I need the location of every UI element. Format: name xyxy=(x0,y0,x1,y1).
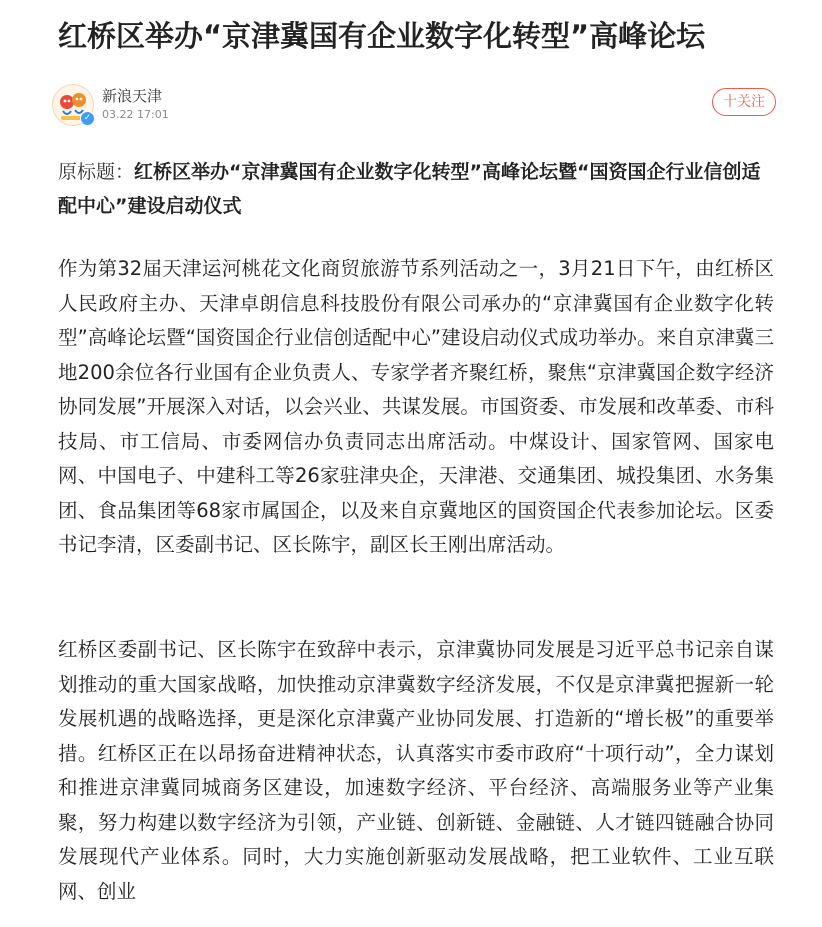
verified-check-icon: ✓ xyxy=(80,111,95,126)
follow-button[interactable]: 十关注 xyxy=(712,88,776,116)
post-time: 03.22 17:01 xyxy=(102,108,169,121)
author-row xyxy=(52,84,782,124)
original-title-text: 红桥区举办“京津冀国有企业数字化转型”高峰论坛暨“国资国企行业信创适配中心”建设启动仪式 xyxy=(58,161,761,217)
author-name[interactable]: 新浪天津 xyxy=(102,87,163,105)
article-paragraph: 作为第32届天津运河桃花文化商贸旅游节系列活动之一，3月21日下午，由红桥区人民政府主办、天津卓朗信息科技股份有限公司承办的“京津冀国有企业数字化转型”高峰论坛暨“国资国企行业信创适配中心”建设启动仪式成功举办。来自京津冀三地200余位各行业国有企业负责人、专家学者齐聚红桥，聚焦“京津冀国企数字经济协同发展”开展深入对话，以会兴业、共谋发展。市国资委、市发展和改革委、市科技局、市工信局、市委网信办负责同志出席活动。中煤设计、国家管网、国家电网、中国电子、中建科工等26家驻津央企，天津港、交通集团、城投集团、水务集团、食品集团等68家市属国企，以及来自京冀地区的国资国企代表参加论坛。区委书记李清，区委副书记、区长陈宇，副区长王刚出席活动。 xyxy=(58,257,774,556)
article-paragraph: 红桥区委副书记、区长陈宇在致辞中表示，京津冀协同发展是习近平总书记亲自谋划推动的重大国家战略，加快推动京津冀数字经济发展，不仅是京津冀把握新一轮发展机遇的战略选择，更是深化京津冀产业协同发展、打造新的“增长极”的重要举措。红桥区正在以昂扬奋进精神状态，认真落实市委市政府“十项行动”，全力谋划和推进京津冀同城商务区建设，加速数字经济、平台经济、高端服务业等产业集聚，努力构建以数字经济为引领，产业链、创新链、金融链、人才链四链融合协同发展现代产业体系。同时，大力实施创新驱动发展战略，把工业软件、工业互联网、创业 xyxy=(58,638,774,903)
article-title: 红桥区举办“京津冀国有企业数字化转型”高峰论坛 xyxy=(58,19,706,53)
original-title xyxy=(58,155,774,223)
original-title-prefix: 原标题： xyxy=(58,161,135,183)
